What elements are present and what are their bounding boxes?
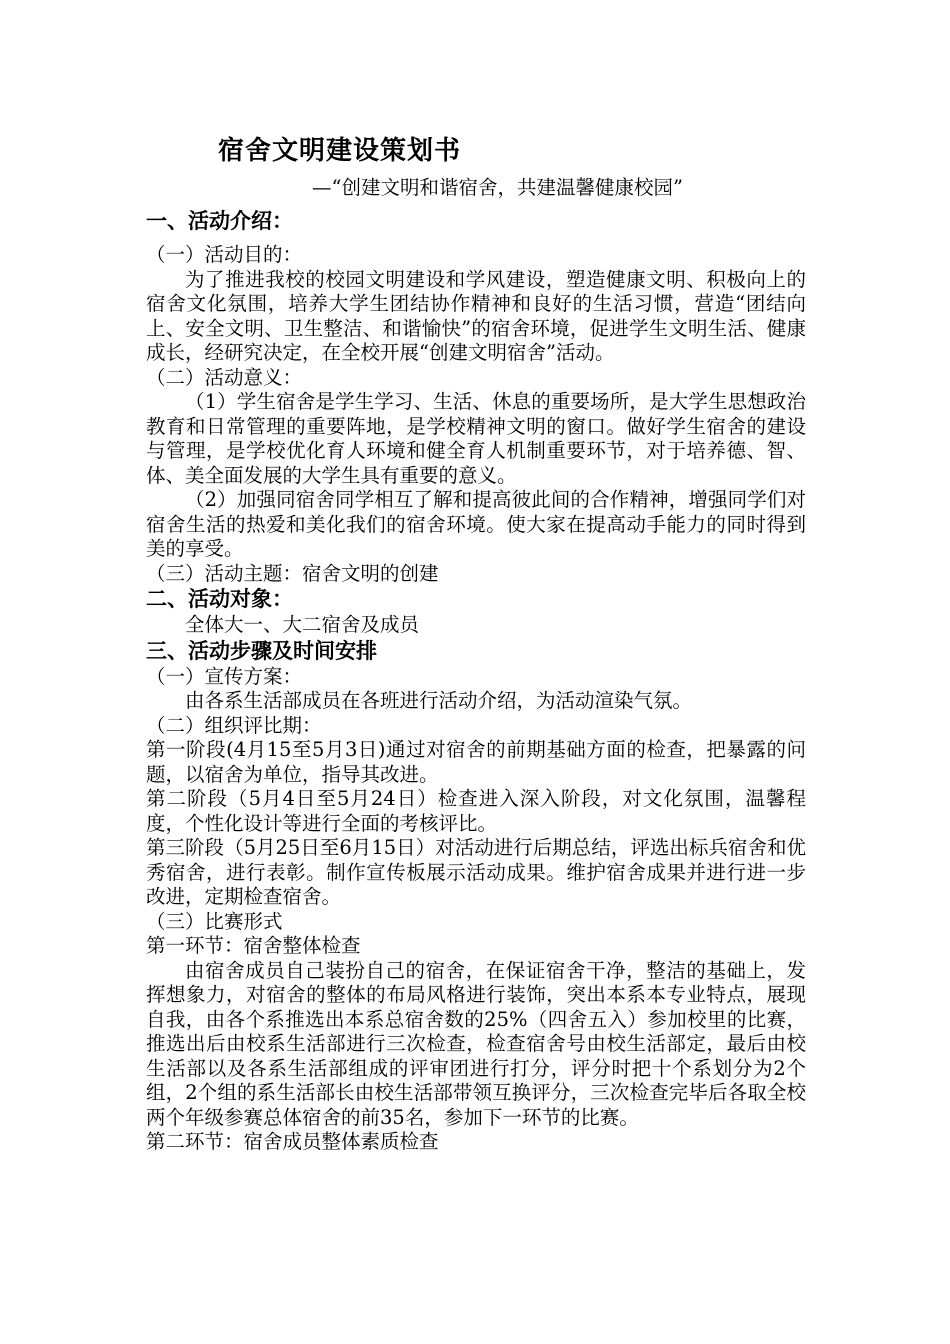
document-title: 宿舍文明建设策划书 [218, 136, 462, 166]
subsection-heading: （一）宣传方案： [146, 664, 303, 688]
section-heading: 二、活动对象： [146, 587, 293, 611]
section-heading: 一、活动介绍： [146, 209, 293, 233]
section-heading: 三、活动步骤及时间安排 [146, 638, 377, 663]
document-subtitle: —“创建文明和谐宿舍，共建温馨健康校园” [312, 176, 683, 199]
document-body [146, 208, 806, 1155]
subsection-heading: （三）活动主题：宿舍文明的创建 [146, 561, 439, 585]
subsection-heading: （二）活动意义： [146, 365, 303, 389]
round-heading: 第二环节：宿舍成员整体素质检查 [146, 1130, 439, 1153]
paragraph: （1）学生宿舍是学生学习、生活、休息的重要场所，是大学生思想政治教育和日常管理的重要阵地，是学校精神文明的窗口。做好学生宿舍的建设与管理，是学校优化育人环境和健全育人机制重要环节，对于培养德、智、体、美全面发展的大学生具有重要的意义。 [146, 390, 806, 487]
paragraph: （2）加强同宿舍同学相互了解和提高彼此间的合作精神，增强同学们对宿舍生活的热爱和美化我们的宿舍环境。使大家在提高动手能力的同时得到美的享受。 [146, 488, 806, 560]
subsection-heading: （二）组织评比期： [146, 713, 322, 737]
paragraph: 由各系生活部成员在各班进行活动介绍，为活动渲染气氛。 [185, 689, 693, 712]
paragraph: 由宿舍成员自己装扮自己的宿舍，在保证宿舍干净，整洁的基础上，发挥想象力，对宿舍的整体的布局风格进行装饰，突出本系本专业特点，展现自我，由各个系推选出本系总宿舍数的25%（四舍五入）参加校里的比赛，推选出后由校系生活部进行三次检查，检查宿舍号由校生活部定，最后由校生活部以及各系生活部组成的评审团进行打分，评分时把十个系划分为2个组，2个组的系生活部长由校生活部带领互换评分，三次检查完毕后各取全校两个年级参赛总体宿舍的前35名，参加下一环节的比赛。 [146, 958, 806, 1129]
subsection-heading: （一）活动目的： [146, 243, 303, 266]
paragraph: 全体大一、大二宿舍及成员 [185, 613, 420, 636]
round-heading: 第一环节：宿舍整体检查 [146, 934, 361, 957]
paragraph: 第二阶段（5月4日至5月24日）检查进入深入阶段，对文化氛围，温馨程度，个性化设计等进行全面的考核评比。 [146, 787, 806, 835]
subsection-heading: （三）比赛形式 [146, 909, 283, 933]
paragraph: 第三阶段（5月25日至6月15日）对活动进行后期总结，评选出标兵宿舍和优秀宿舍，进行表彰。制作宣传板展示活动成果。维护宿舍成果并进行进一步改进，定期检查宿舍。 [146, 836, 806, 908]
paragraph: 第一阶段(4月15至5月3日)通过对宿舍的前期基础方面的检查，把暴露的问题，以宿舍为单位，指导其改进。 [146, 738, 806, 786]
paragraph: 为了推进我校的校园文明建设和学风建设，塑造健康文明、积极向上的宿舍文化氛围，培养大学生团结协作精神和良好的生活习惯，营造“团结向上、安全文明、卫生整洁、和谐愉快”的宿舍环境，促进学生文明生活、健康成长，经研究决定，在全校开展“创建文明宿舍”活动。 [146, 267, 806, 364]
